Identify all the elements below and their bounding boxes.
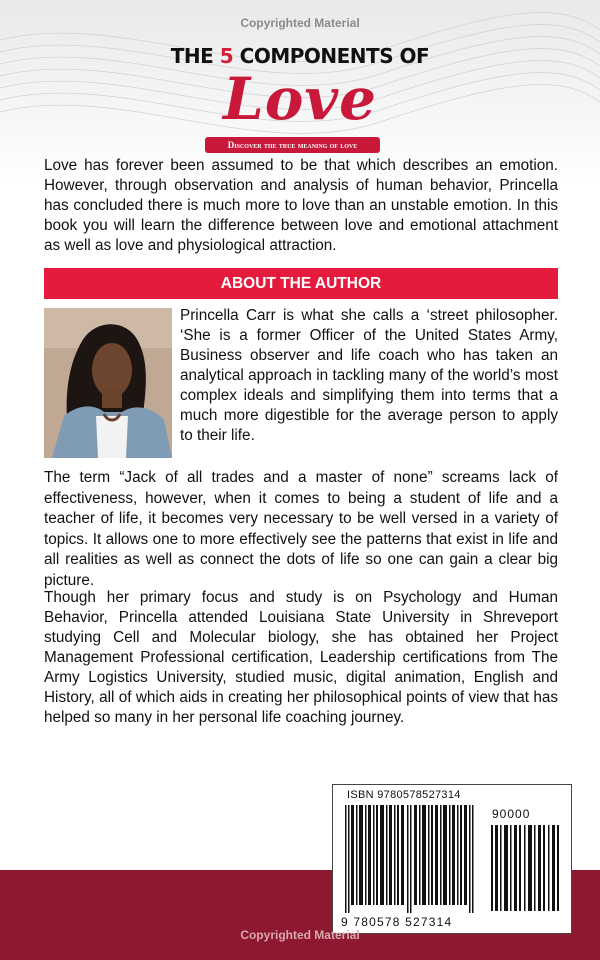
title-prefix: THE [170, 44, 220, 68]
author-paragraph-3: Though her primary focus and study is on Psychology and Human Behavior, Princella attended Louisiana State University in Shreveport studying Cell and Molecular biology, she has obtained her Project Management Professional certification, Leadership certifications from The Army Logistics University, studied music, digital animation, English and History, all of which aids in creating her philosophical points of view that has helped so many in her personal life coaching journey. [44, 589, 558, 726]
title-suffix: COMPONENTS OF [233, 44, 430, 68]
copyright-watermark-top: Copyrighted Material [240, 16, 360, 30]
barcode-digits: 9 780578 527314 [341, 915, 453, 929]
title-love-script: Love [222, 65, 378, 133]
barcode-ean13 [345, 805, 485, 915]
author-photo [44, 308, 172, 458]
tagline-banner [205, 137, 380, 153]
isbn-barcode-box [332, 784, 572, 934]
price-barcode [491, 825, 561, 911]
isbn-label: ISBN 9780578527314 [347, 789, 461, 801]
tagline-text: Discover the true meaning of love [227, 140, 358, 150]
copyright-watermark-bottom: Copyrighted Material [240, 928, 360, 942]
price-code: 90000 [492, 807, 531, 821]
author-bio-paragraph: Princella Carr is what she calls a ‘street philosopher. ‘She is a former Officer of the United States Army, Business observer and life coach who has taken an analytical approach in tackling many of the world’s most complex ideals and simplifying them into terms that a much more digestible for the average person to apply to their life. [180, 307, 558, 444]
about-author-heading: ABOUT THE AUTHOR [44, 268, 558, 299]
title-number: 5 [219, 44, 234, 68]
author-paragraph-2: The term “Jack of all trades and a master of none” screams lack of effectiveness, however, when it comes to being a student of life and a teacher of life, it becomes very necessary to be well versed in a variety of topics. It allows one to more effectively see the patterns that exist in life and all realities as well as connect the dots of life so one can gain a clear big picture. [44, 469, 558, 589]
intro-paragraph: Love has forever been assumed to be that which describes an emotion. However, through observation and analysis of human behavior, Princella has concluded there is much more to love than an unstable emotion. In this book you will learn the difference between love and emotional attachment as well as love and physiological attraction. [44, 157, 558, 254]
